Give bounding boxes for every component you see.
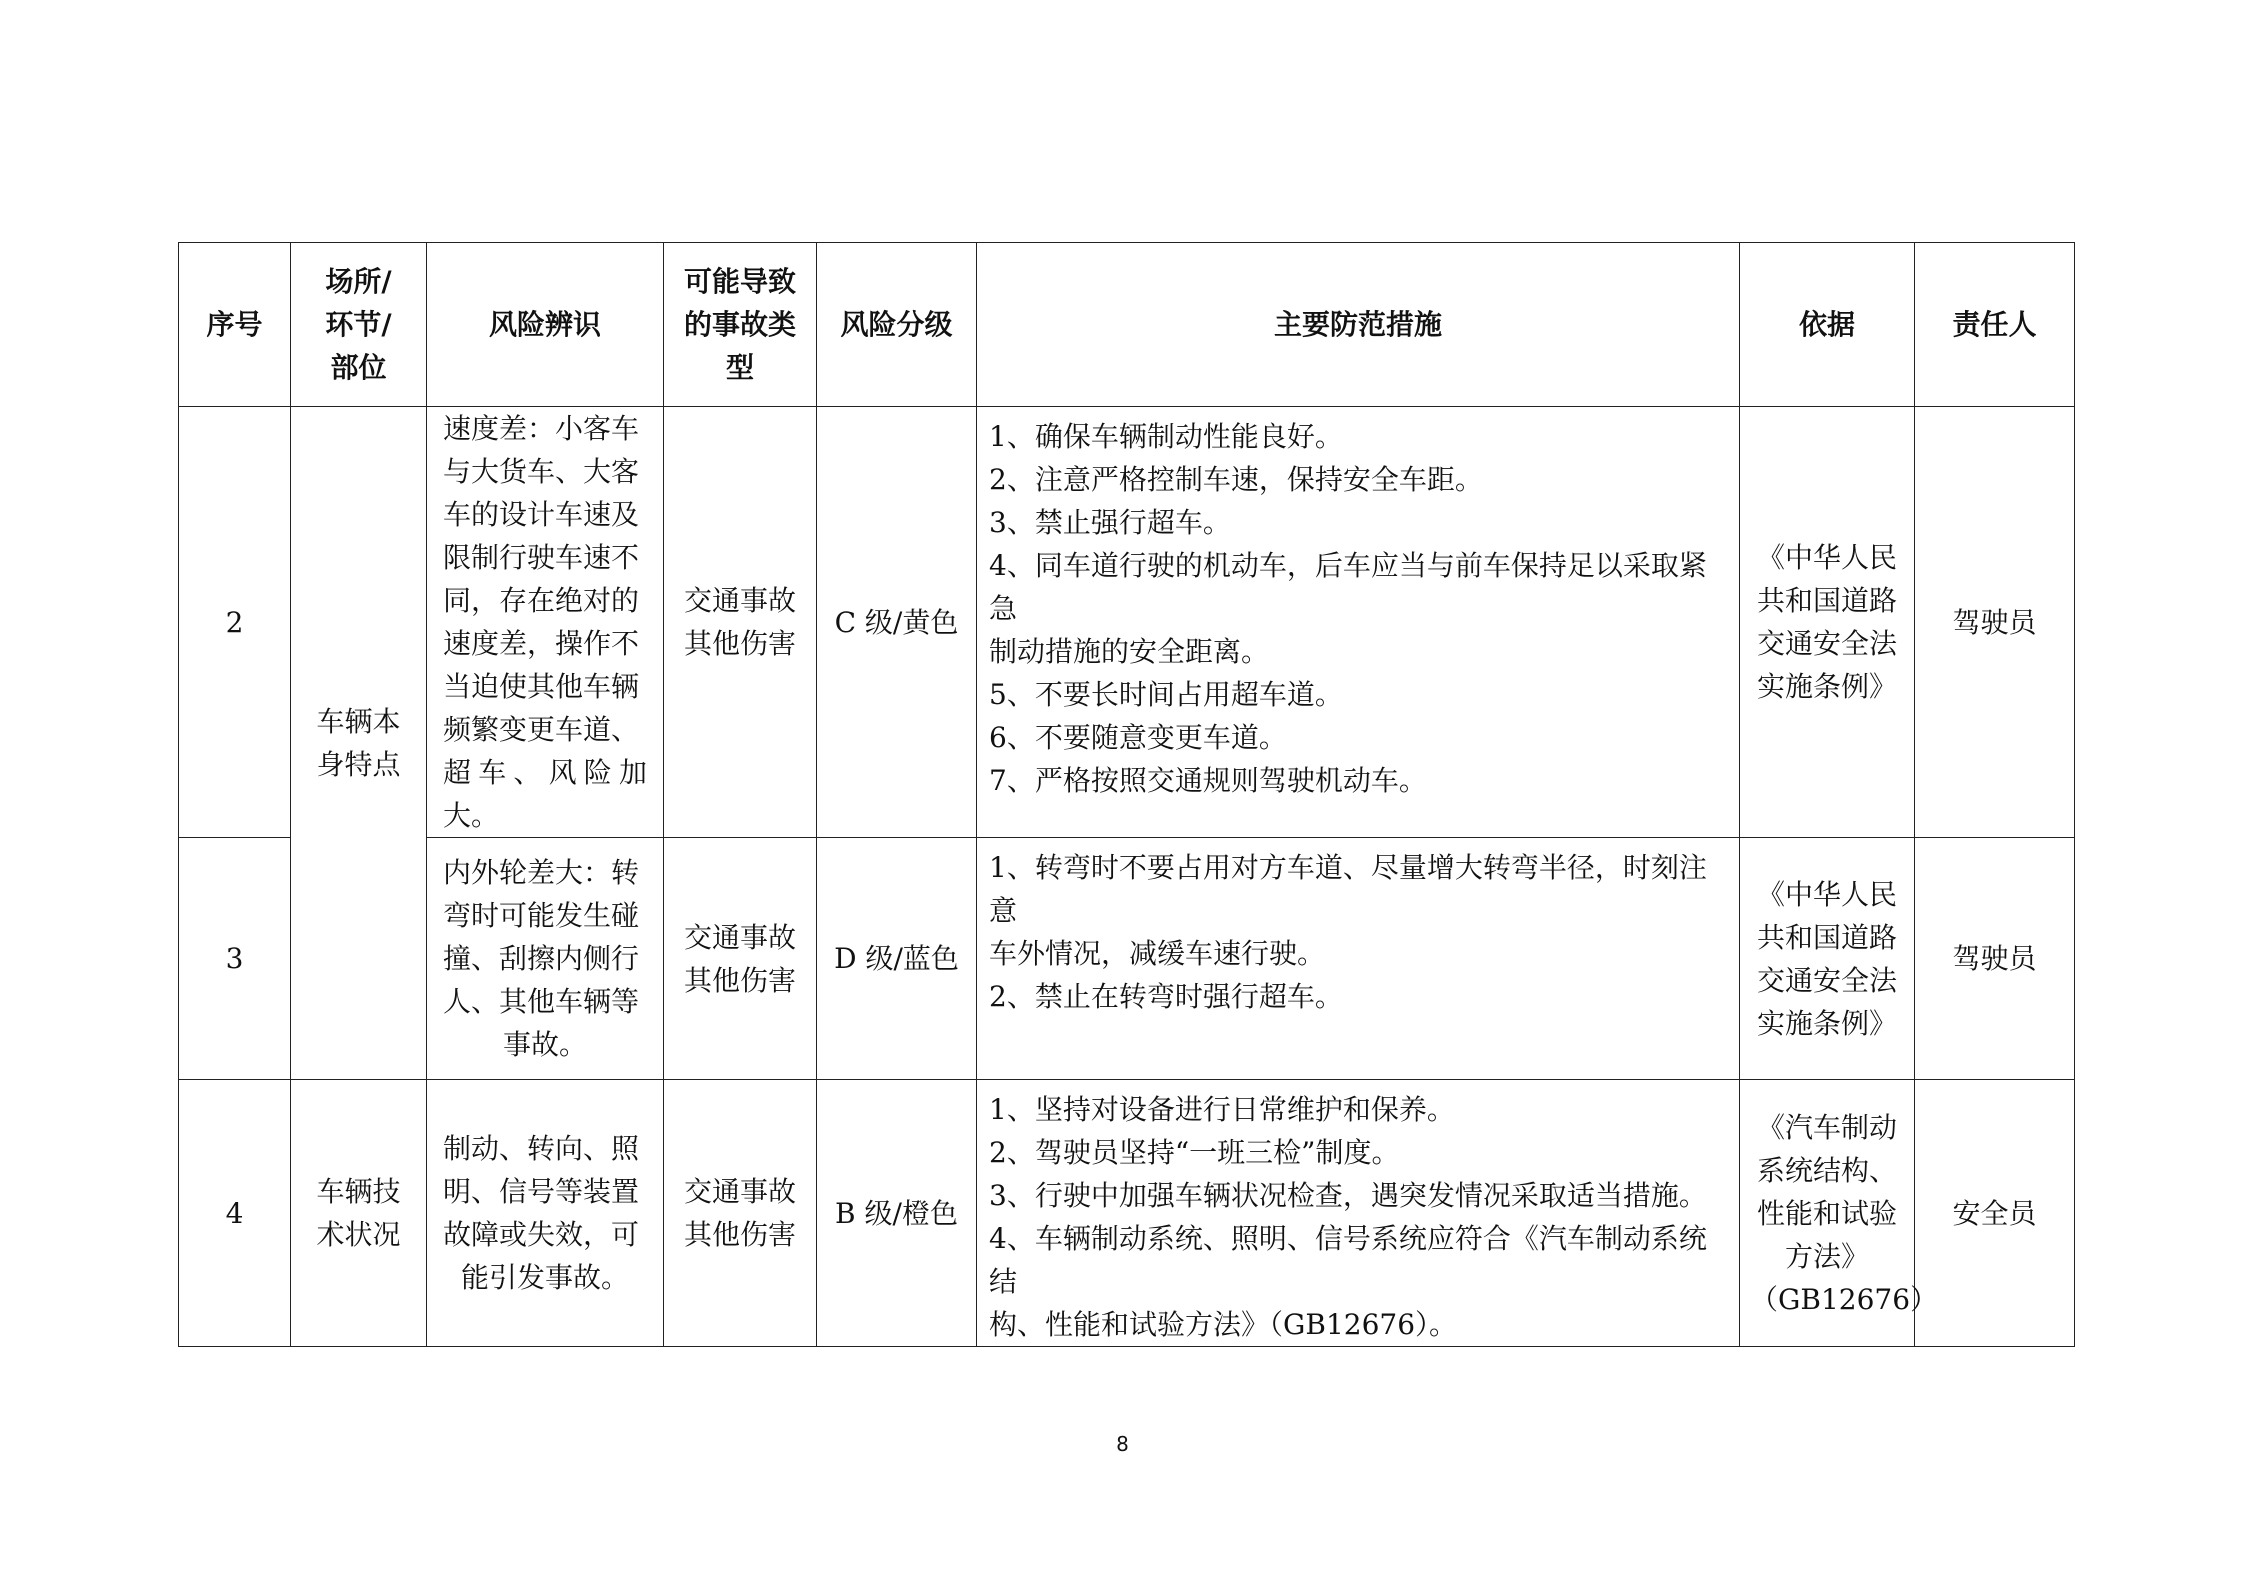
header-basis: 依据 (1740, 243, 1915, 407)
header-owner: 责任人 (1915, 243, 2075, 407)
header-risk: 风险辨识 (427, 243, 664, 407)
measure-line: 6、不要随意变更车道。 (989, 721, 1287, 754)
measure-line: 2、禁止在转弯时强行超车。 (989, 980, 1343, 1013)
risk-line: 事故。 (502, 1028, 587, 1061)
row-measures (977, 838, 1740, 1080)
risk-line: 车的设计车速及 (443, 498, 640, 531)
basis-line: 性能和试验 (1756, 1196, 1897, 1230)
header-measures: 主要防范措施 (977, 243, 1740, 407)
basis-line: 方法》 (1784, 1239, 1869, 1273)
row-level: C 级/黄色 (817, 407, 977, 838)
header-accident-line: 型 (725, 351, 754, 384)
basis-line: 系统结构、 (1756, 1153, 1897, 1187)
header-place-line: 场所/ (325, 265, 392, 298)
basis-line: 实施条例》 (1756, 670, 1897, 703)
table-row (179, 838, 2075, 1080)
basis-line: 交通安全法 (1756, 627, 1897, 660)
accident-line: 其他伤害 (683, 1218, 796, 1251)
measure-line: 1、转弯时不要占用对方车道、尽量增大转弯半径，时刻注意 (989, 851, 1707, 927)
page-number: 8 (1116, 1432, 1129, 1456)
row-measures (977, 407, 1740, 838)
measure-line: 车外情况，减缓车速行驶。 (989, 937, 1326, 970)
row-owner: 安全员 (1915, 1080, 2075, 1347)
row-level: B 级/橙色 (817, 1080, 977, 1347)
measure-line: 4、车辆制动系统、照明、信号系统应符合《汽车制动系统结 (989, 1222, 1707, 1298)
row-basis (1740, 838, 1915, 1080)
row-seq: 2 (179, 407, 291, 838)
measure-line: 1、确保车辆制动性能良好。 (989, 420, 1343, 453)
risk-line: 人、其他车辆等 (443, 985, 640, 1018)
header-level: 风险分级 (817, 243, 977, 407)
place-line: 车辆本 (316, 705, 401, 738)
risk-line: 与大货车、大客 (443, 455, 640, 488)
risk-line: 当迫使其他车辆 (443, 670, 640, 703)
measure-line: 构、性能和试验方法》（GB12676）。 (989, 1308, 1458, 1341)
row-basis (1740, 1080, 1939, 1347)
header-place-line: 部位 (330, 351, 387, 384)
measure-line: 制动措施的安全距离。 (989, 635, 1270, 668)
measure-line: 4、同车道行驶的机动车，后车应当与前车保持足以采取紧急 (989, 549, 1707, 625)
place-line: 车辆技 (316, 1175, 401, 1208)
risk-line: 弯时可能发生碰 (443, 899, 640, 932)
row-basis (1740, 407, 1915, 838)
basis-line: （GB12676） (1750, 1282, 1939, 1316)
row-risk (427, 407, 664, 838)
row-accident (664, 1080, 817, 1347)
row-accident (664, 838, 817, 1080)
risk-line: 内外轮差大：转 (443, 856, 640, 889)
basis-line: 实施条例》 (1756, 1006, 1897, 1040)
basis-line: 交通安全法 (1756, 963, 1897, 997)
place-line: 术状况 (316, 1218, 401, 1251)
basis-line: 共和国道路 (1756, 584, 1897, 617)
risk-line: 同，存在绝对的 (443, 584, 640, 617)
risk-line: 制动、转向、照 (443, 1132, 640, 1165)
row-owner: 驾驶员 (1915, 838, 2075, 1080)
row-place (291, 1080, 427, 1347)
accident-line: 交通事故 (683, 1175, 796, 1208)
table-row (179, 407, 2075, 838)
row-seq: 3 (179, 838, 291, 1080)
row-measures (977, 1080, 1740, 1347)
measure-line: 1、坚持对设备进行日常维护和保养。 (989, 1093, 1455, 1126)
accident-line: 交通事故 (683, 584, 796, 617)
row-owner: 驾驶员 (1915, 407, 2075, 838)
risk-line: 限制行驶车速不 (443, 541, 640, 574)
measure-line: 3、禁止强行超车。 (989, 506, 1231, 539)
header-place (291, 243, 427, 407)
risk-line: 能引发事故。 (460, 1261, 629, 1294)
table-row (179, 1080, 2075, 1347)
measure-line: 5、不要长时间占用超车道。 (989, 678, 1343, 711)
risk-table (178, 242, 2075, 1347)
risk-line: 超车、风险加大。 (443, 756, 647, 832)
basis-line: 《中华人民 (1756, 877, 1897, 911)
place-line: 身特点 (316, 748, 401, 781)
risk-line: 频繁变更车道、 (443, 713, 640, 746)
accident-line: 其他伤害 (683, 627, 796, 660)
basis-line: 《汽车制动 (1756, 1110, 1897, 1144)
measure-line: 7、严格按照交通规则驾驶机动车。 (989, 764, 1427, 797)
row-seq: 4 (179, 1080, 291, 1347)
basis-line: 共和国道路 (1756, 920, 1897, 954)
basis-line: 《中华人民 (1756, 541, 1897, 574)
measure-line: 2、注意严格控制车速，保持安全车距。 (989, 463, 1483, 496)
header-place-line: 环节/ (325, 308, 392, 341)
header-accident-line: 可能导致 (683, 265, 796, 298)
accident-line: 其他伤害 (683, 963, 796, 997)
risk-line: 明、信号等装置 (443, 1175, 640, 1208)
risk-line: 速度差，操作不 (443, 627, 640, 660)
header-accident (664, 243, 817, 407)
measure-line: 3、行驶中加强车辆状况检查，遇突发情况采取适当措施。 (989, 1179, 1707, 1212)
risk-line: 故障或失效，可 (443, 1218, 640, 1251)
row-accident (664, 407, 817, 838)
risk-line: 撞、刮擦内侧行 (443, 942, 640, 975)
row-risk (427, 838, 664, 1080)
row-risk (427, 1080, 664, 1347)
header-seq: 序号 (179, 243, 291, 407)
accident-line: 交通事故 (683, 920, 796, 954)
row-level: D 级/蓝色 (817, 838, 977, 1080)
measure-line: 2、驾驶员坚持“一班三检”制度。 (989, 1136, 1400, 1169)
row-place (291, 407, 427, 1080)
header-accident-line: 的事故类 (683, 308, 796, 341)
header-row (179, 243, 2075, 407)
risk-line: 速度差：小客车 (443, 412, 640, 445)
